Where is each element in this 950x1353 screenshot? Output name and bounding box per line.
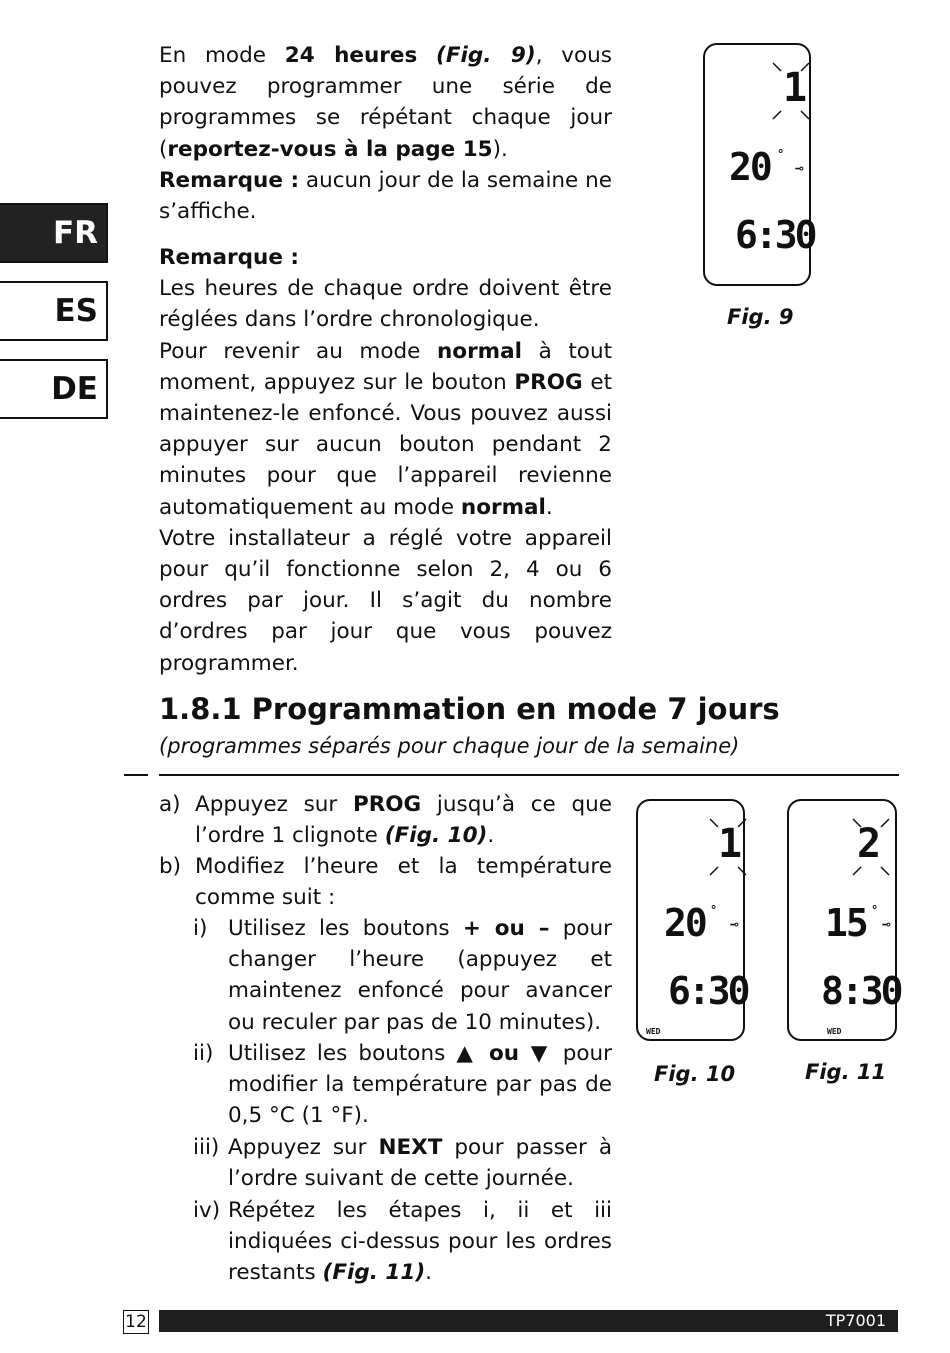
day-indicator: WED [646, 1027, 661, 1036]
lang-tab-es[interactable]: ES [0, 281, 108, 341]
time-digits: 8:30 [821, 969, 901, 1013]
list-item-i: i) Utilisez les boutons + ou – pour changer l’heure (appuyez et maintenez enfoncé pour avancer ou reculer par pas de 10 minutes). [193, 916, 612, 1035]
model-number: TP7001 [825, 1311, 886, 1330]
divider [124, 774, 148, 776]
heating-icon: ⊸ [882, 917, 891, 933]
list-item-a: a) Appuyez sur PROG jusqu’à ce que l’ordre 1 clignote (Fig. 10). [159, 792, 612, 849]
note-label: Remarque : [159, 245, 300, 270]
note-label: Remarque : [159, 167, 300, 193]
intro-paragraph: En mode 24 heures (Fig. 9), vous pouvez programmer une série de programmes se répétant chaque jour (reportez-vous à la page 15). Remarque : aucun jour de la semaine ne s’affiche. [159, 43, 613, 225]
order-number: 2 [857, 821, 882, 867]
time-digits: 6:30 [735, 213, 815, 257]
list-item-ii: ii) Utilisez les boutons ▲ ou ▼ pour modifier la température par pas de 0,5 °C (1 °F). [193, 1041, 613, 1129]
lcd-display-fig11 [787, 799, 901, 1041]
footer-bar [159, 1310, 898, 1332]
temperature-digits: 20 [729, 145, 771, 189]
order-number: 1 [718, 821, 743, 867]
page-number: 12 [123, 1310, 149, 1334]
note-paragraph: Remarque : Les heures de chaque ordre doivent être réglées dans l’ordre chronologique. Pour revenir au mode normal à tout moment, appuyez sur le bouton PROG et maintenez-le enfoncé. Vous pouvez aussi appuyer sur aucun bouton pendant 2 minutes pour que l’appareil revienne automatiquement au mode normal. Votre installateur a réglé votre appareil pour qu’il fonctionne selon 2, 4 ou 6 ordres par jour. Il s’agit du nombre d’ordres par jour que vous pouvez programmer. [159, 245, 612, 676]
day-indicator: WED [827, 1027, 842, 1036]
time-digits: 6:30 [668, 969, 748, 1013]
lang-tab-de[interactable]: DE [0, 359, 108, 419]
heating-icon: ⊸ [795, 161, 804, 177]
degree-symbol: ° [777, 147, 785, 161]
lcd-display-fig9 [703, 43, 815, 286]
figure-caption: Fig. 10 [654, 1062, 736, 1086]
lang-tab-fr[interactable]: FR [0, 203, 108, 263]
lcd-display-fig10 [636, 799, 748, 1041]
figure-caption: Fig. 9 [727, 305, 794, 329]
section-subtitle: (programmes séparés pour chaque jour de la semaine) [159, 734, 740, 758]
temperature-digits: 15 [825, 901, 867, 945]
list-item-iii: iii) Appuyez sur NEXT pour passer à l’ordre suivant de cette journée. [193, 1135, 612, 1192]
divider [159, 774, 899, 776]
temperature-digits: 20 [664, 901, 706, 945]
degree-symbol: ° [871, 903, 879, 917]
list-item-b: b) Modifiez l’heure et la température comme suit : [159, 854, 612, 911]
figure-caption: Fig. 11 [805, 1060, 887, 1084]
order-number: 1 [783, 65, 808, 111]
heating-icon: ⊸ [730, 917, 739, 933]
degree-symbol: ° [710, 903, 718, 917]
section-title: 1.8.1 Programmation en mode 7 jours [159, 692, 780, 726]
list-item-iv: iv) Répétez les étapes i, ii et iii indiquées ci-dessus pour les ordres restants (Fig. 11). [193, 1198, 612, 1286]
